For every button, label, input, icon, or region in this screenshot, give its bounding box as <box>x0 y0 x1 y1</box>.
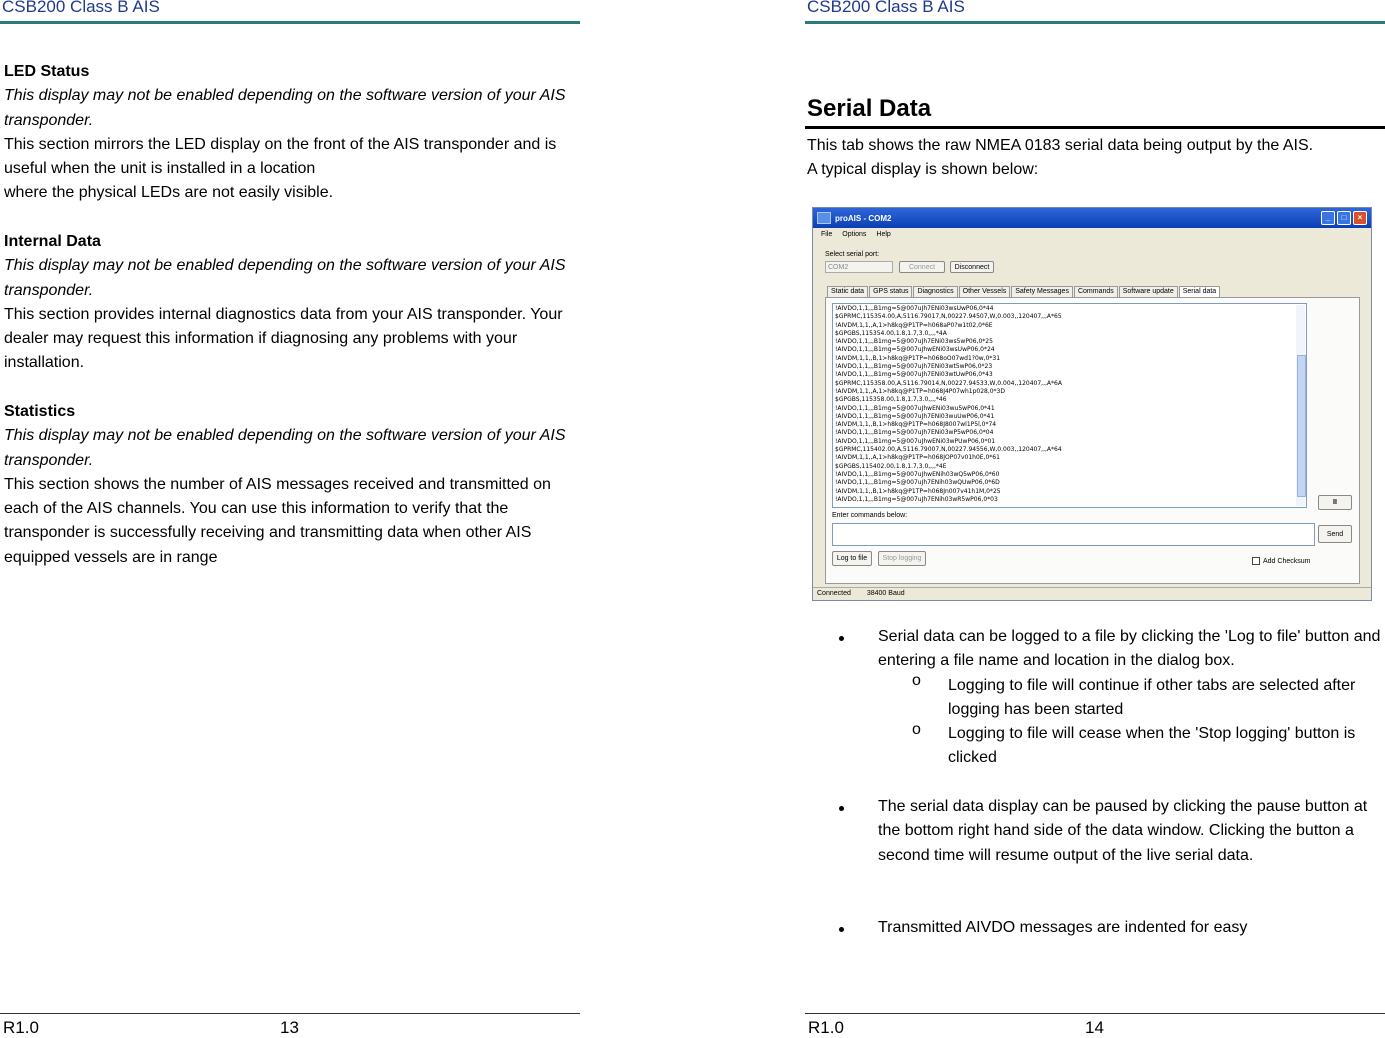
section-internal-data <box>4 230 574 376</box>
right-page <box>805 0 1385 1036</box>
status-connected: Connected <box>817 590 851 597</box>
tab-diagnostics[interactable]: Diagnostics <box>913 286 957 297</box>
log-line: !AIVDO,1,1,,,B1mg=5@007uJh7ENi03wsUwP06,0*44 <box>835 305 994 312</box>
section-statistics <box>4 400 574 570</box>
log-line: !AIVDO,1,1,,,B1mg=5@007uJh7ENih03wQUwP06,0*6D <box>835 479 1000 487</box>
window-title: proAIS - COM2 <box>835 213 892 223</box>
log-line: $GPGBS,115402.00,1.8,1.7,3.0,,,,*4E <box>835 462 947 470</box>
connect-button[interactable]: Connect <box>899 261 945 273</box>
log-line: $GPRMC,115402.00,A,5116.79007,N,00227.94556,W,0.003,,120407,,,A*64 <box>835 446 1062 454</box>
header-rule <box>0 21 580 24</box>
close-icon[interactable]: × <box>1353 211 1367 225</box>
sub-bullet-text: Logging to file will continue if other tabs are selected after logging has been started <box>948 677 1356 719</box>
sub-bullet-text: Logging to file will cease when the 'Stop logging' button is clicked <box>948 725 1356 767</box>
log-line: !AIVDO,1,1,,,B1mg=5@007uJhwENih03wQ5wP06,0*60 <box>835 470 1000 478</box>
app-icon <box>817 212 831 224</box>
tab-gps-status[interactable]: GPS status <box>869 286 912 297</box>
disconnect-button[interactable]: Disconnect <box>950 261 994 273</box>
menu-bar <box>813 228 1371 240</box>
log-line: $GPRMC,115358.00,A,5116.79014,N,00227.94533,W,0.004,,120407,,,A*6A <box>835 379 1062 387</box>
minimize-icon[interactable]: _ <box>1321 211 1335 225</box>
footer-revision: R1.0 <box>808 1018 844 1037</box>
log-line: !AIVDO,1,1,,,B1mg=5@007uJh7ENi03wuUwP06,0*41 <box>835 412 995 420</box>
bullet-icon <box>839 625 844 649</box>
sub-bullet-icon: o <box>912 672 921 689</box>
section-heading: Statistics <box>4 403 76 420</box>
bullet-text: Serial data can be logged to a file by clicking the 'Log to file' button and entering a file name and location in the dialog box. <box>878 628 1381 670</box>
log-line: !AIVDM,1,1,,A,1>h8kq@P1TP=h068J4P07wh1p028,0*3D <box>835 387 1005 395</box>
header-rule <box>805 21 1385 24</box>
pause-button[interactable]: II <box>1318 495 1352 510</box>
section-body: This section provides internal diagnostics data from your AIS transponder. Your dealer may request this information if diagnosing any problems with your installation. <box>4 305 563 372</box>
page-header: CSB200 Class B AIS <box>2 0 160 16</box>
log-line: !AIVDO,1,1,,,B1mg=5@007uJhwENi03wPUwP06,0*01 <box>835 437 996 445</box>
tab-commands[interactable]: Commands <box>1074 286 1118 297</box>
section-note: This display may not be enabled depending on the software version of your AIS transponder. <box>4 257 566 299</box>
footer-revision: R1.0 <box>3 1018 39 1037</box>
log-line: !AIVDO,1,1,,,B1mg=5@007uJh7ENi03wt5wP06,0*23 <box>835 363 993 371</box>
bullet-text: The serial data display can be paused by clicking the pause button at the bottom right hand side of the data window. Clicking the button a second time will resume output of the live serial data. <box>878 798 1368 864</box>
section-heading: LED Status <box>4 63 90 80</box>
section-note: This display may not be enabled depending on the software version of your AIS transponder. <box>4 87 566 129</box>
intro-line: A typical display is shown below: <box>807 161 1039 179</box>
intro-text <box>807 134 1385 183</box>
commands-label: Enter commands below: <box>832 512 908 519</box>
section-title: Serial Data <box>807 95 932 122</box>
left-page <box>0 0 580 1036</box>
log-to-file-button[interactable]: Log to file <box>832 551 872 566</box>
intro-line: This tab shows the raw NMEA 0183 serial data being output by the AIS. <box>807 137 1314 154</box>
log-line: !AIVDO,1,1,,,B1mg=5@007uJh7ENi03wP5wP06,0*04 <box>835 429 994 437</box>
log-line: !AIVDO,1,1,,,B1mg=5@007uJhwENi03wu5wP06,0*41 <box>835 404 995 412</box>
footer-rule <box>805 1013 1385 1014</box>
title-rule <box>805 126 1385 129</box>
log-line: $GPGBS,115354.00,1.8,1.7,3.0,,,,*4A <box>835 329 947 337</box>
bullet-icon <box>839 795 844 819</box>
status-baud: 38400 Baud <box>866 590 905 597</box>
section-note: This display may not be enabled depending on the software version of your AIS transponder. <box>4 427 566 469</box>
page-number: 14 <box>1085 1018 1104 1037</box>
menu-options[interactable]: Options <box>842 230 867 238</box>
log-line: !AIVDO,1,1,,,B1mg=5@007uJh7ENi03wtUwP06,0*43 <box>835 371 993 379</box>
serial-port-label: Select serial port: <box>825 251 880 258</box>
tab-serial-data[interactable]: Serial data <box>1179 286 1220 298</box>
log-line: !AIVDO,1,1,,,B1mg=5@007uJhwENi03wsUwP06,0*24 <box>835 346 995 354</box>
bullet-icon <box>839 916 844 940</box>
add-checksum-option[interactable] <box>1252 557 1310 565</box>
serial-port-select[interactable]: COM2 <box>825 261 893 273</box>
section-heading: Internal Data <box>4 233 101 250</box>
maximize-icon[interactable]: □ <box>1337 211 1351 225</box>
section-body: This section mirrors the LED display on the front of the AIS transponder and is useful when the unit is installed in a location <box>4 135 557 178</box>
footer-rule <box>0 1013 580 1014</box>
section-body: where the physical LEDs are not easily visible. <box>4 184 334 202</box>
section-led-status <box>4 60 574 206</box>
section-body: This section shows the number of AIS messages received and transmitted on each of the AIS channels. You can use this information to verify that the transponder is successfully receiving and transmitting data when other AIS equipped vessels are in range <box>4 475 551 566</box>
scroll-thumb[interactable] <box>1297 355 1306 497</box>
log-line: !AIVDO,1,1,,,B1mg=5@007uJh7ENi03ws5wP06,0*25 <box>835 338 993 346</box>
log-line: !AIVDM,1,1,,B,1>h8kq@P1TP=h068J8007wl1P5l,0*74 <box>835 421 997 429</box>
menu-file[interactable]: File <box>821 230 833 238</box>
serial-log[interactable] <box>832 303 1307 508</box>
send-button[interactable]: Send <box>1318 525 1352 543</box>
log-line: $GPGBS,115358.00,1.8,1.7,3.0,,,,*46 <box>835 396 947 404</box>
bullet-text: Transmitted AIVDO messages are indented for easy <box>878 919 1248 936</box>
log-scrollbar[interactable] <box>1296 305 1305 506</box>
tab-safety-messages[interactable]: Safety Messages <box>1011 286 1073 297</box>
page-number: 13 <box>280 1018 299 1037</box>
stop-logging-button[interactable]: Stop logging <box>878 551 926 566</box>
log-line: !AIVDM,1,1,,B,1>h8kq@P1TP=h068Jn007v41h1M,0*25 <box>835 487 1001 495</box>
command-input[interactable] <box>832 523 1315 546</box>
window-titlebar <box>813 208 1371 228</box>
log-line: !AIVDM,1,1,,A,1>h8kq@P1TP=h068aP0?w1t02,0*6E <box>835 321 993 329</box>
sub-bullet-icon: o <box>912 721 921 738</box>
checkbox[interactable] <box>1252 557 1260 565</box>
tab-other-vessels[interactable]: Other Vessels <box>959 286 1011 297</box>
tab-software-update[interactable]: Software update <box>1119 286 1178 297</box>
status-bar <box>813 587 1371 600</box>
serial-data-panel <box>825 297 1360 584</box>
page-header: CSB200 Class B AIS <box>807 0 965 16</box>
checksum-label: Add Checksum <box>1263 557 1311 565</box>
menu-help[interactable]: Help <box>876 230 891 238</box>
log-line: !AIVDM,1,1,,B,1>h8kq@P1TP=h068oO07wd1?0w,0*31 <box>835 354 1001 362</box>
log-line: $GPRMC,115354.00,A,5116.79017,N,00227.94507,W,0.003,,120407,,,A*65 <box>835 313 1062 321</box>
log-line: !AIVDM,1,1,,A,1>h8kq@P1TP=h068JOP07v01h0E,0*61 <box>835 454 1000 462</box>
serial-data-screenshot <box>812 207 1372 601</box>
tab-static-data[interactable]: Static data <box>827 286 868 297</box>
log-line: !AIVDO,1,1,,,B1mg=5@007uJh7ENih03wR5wP06,0*03 <box>835 495 998 503</box>
